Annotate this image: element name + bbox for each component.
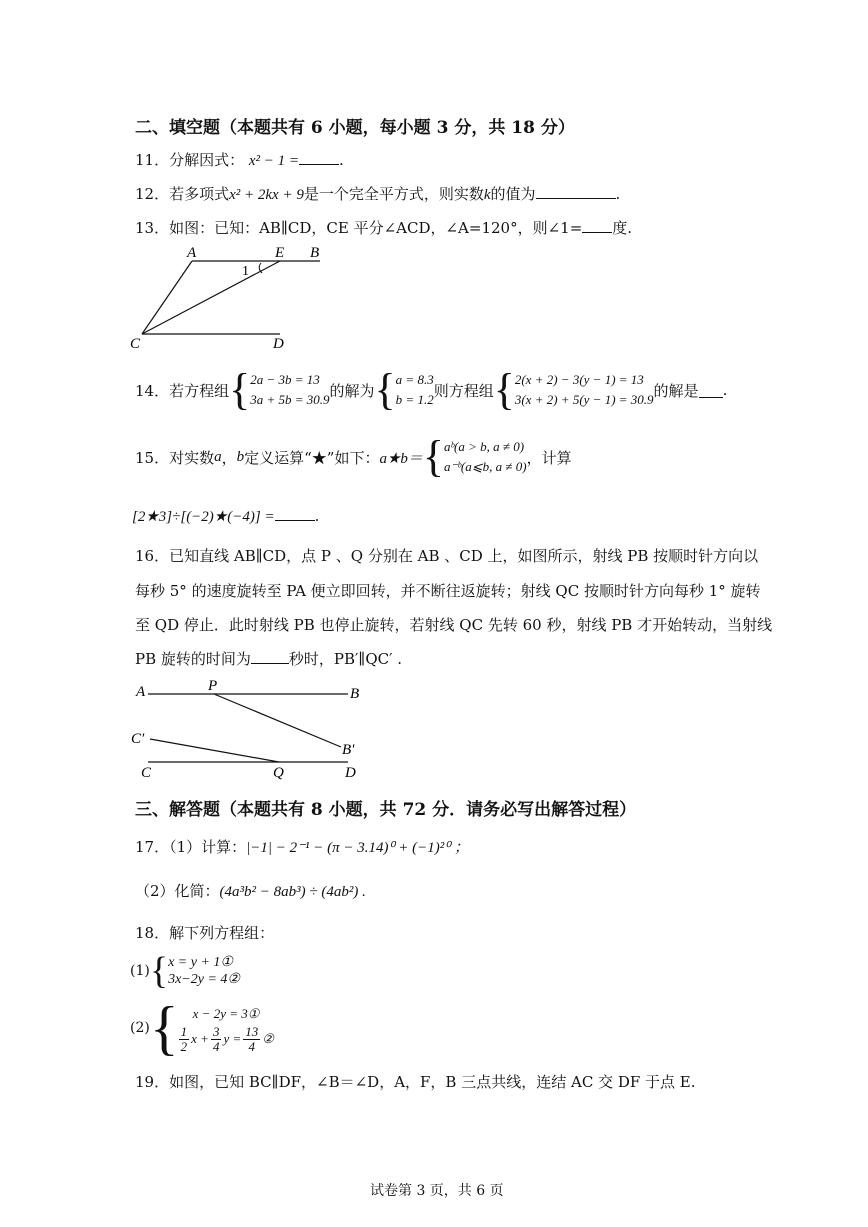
q15-case-1: aᵇ(a > b, a ≠ 0) (444, 439, 525, 454)
q16-last-pre: PB 旋转的时间为 (135, 650, 251, 668)
label-b: B (350, 686, 360, 702)
q12-k: k (483, 187, 491, 203)
q17-p1-expression: |−1| − 2⁻¹ − (π − 3.14)⁰ + (−1)²⁰ ； (246, 840, 470, 856)
page-footer: 试卷第 3 页，共 6 页 (370, 1183, 504, 1199)
q16-line-2: 每秒 5° 的速度旋转至 PA 便立即回转，并不断往返旋转；射线 QC 按顺时针方向每秒 1° 旋转 (135, 582, 761, 600)
q12-pre: 若多项式 (169, 185, 230, 203)
q14-mid1: 的解为 (329, 381, 375, 400)
q15-comma: ， (221, 448, 237, 467)
q15-number: 15． (135, 448, 170, 467)
q13-tail: 度. (612, 219, 633, 237)
label-c-prime: C′ (131, 731, 145, 747)
q15-b: b (236, 448, 245, 465)
q14-solution-1 (396, 370, 434, 410)
q18-p2-eq1: x − 2y = 3① (192, 1005, 260, 1021)
q17-part-2 (135, 880, 366, 901)
q16-answer-blank[interactable] (251, 649, 289, 664)
label-b: B (310, 245, 320, 261)
label-d: D (345, 765, 356, 781)
q14-post: 的解是 (653, 381, 699, 400)
q12-number: 12． (135, 185, 170, 203)
q14-brace-1: { (229, 365, 251, 414)
label-angle-1: 1 (242, 264, 249, 279)
question-15 (135, 434, 572, 480)
q15-brace: { (422, 432, 445, 481)
q12-tail: . (615, 185, 621, 203)
q14-system-1 (250, 370, 329, 410)
label-d: D (273, 336, 284, 352)
label-e: E (275, 245, 285, 261)
q18-part-1 (130, 950, 240, 992)
q17-p1-label: （1）计算： (169, 838, 247, 856)
q18-p2-system (179, 1003, 274, 1053)
q18-header (135, 922, 274, 943)
q15-tail: . (314, 507, 320, 525)
q18-p2-label: (2) (130, 1020, 150, 1036)
q11-tail: . (339, 151, 344, 169)
q14-tail: . (722, 381, 728, 399)
frac-1-num: 1 (180, 1023, 188, 1039)
q18-p1-system (168, 954, 240, 988)
q14-answer-blank[interactable] (699, 383, 723, 398)
q11-expression: x² − 1 = (248, 153, 300, 169)
q11-text: 分解因式： (169, 151, 245, 169)
q14-pre: 若方程组 (169, 381, 230, 400)
q18-frac-3 (243, 1025, 260, 1053)
q18-text: 解下列方程组： (169, 924, 275, 942)
q15-expression: [2★3]÷[(−2)★(−4)] = (132, 509, 275, 525)
question-13 (135, 217, 632, 238)
line-ce (142, 261, 280, 334)
frac-1-den: 2 (180, 1038, 188, 1054)
q11-number: 11． (135, 151, 170, 169)
frac-2-den: 4 (212, 1038, 220, 1054)
figure-13 (125, 240, 340, 355)
q18-number: 18． (135, 924, 170, 942)
label-a: A (187, 245, 197, 261)
q14-brace-3: { (493, 365, 515, 414)
ray-qc-prime (150, 739, 279, 762)
question-14 (135, 367, 727, 413)
q13-answer-blank[interactable] (582, 218, 612, 233)
q15-cases (444, 437, 527, 477)
q18-p2-eq2 (179, 1025, 274, 1053)
label-b-prime: B′ (342, 742, 355, 758)
q18-p1-label: (1) (130, 963, 150, 979)
frac-3-num: 13 (245, 1023, 259, 1039)
q13-number: 13． (135, 219, 170, 237)
q19-number: 19． (135, 1073, 170, 1091)
q14-sys1-eq2: 3a + 5b = 30.9 (250, 392, 330, 407)
q18-p2-mark: ② (262, 1031, 274, 1046)
q15-lhs: a★b＝ (379, 450, 423, 467)
section-2-title: 二、填空题（本题共有 6 小题，每小题 3 分，共 18 分） (135, 118, 575, 138)
q18-p2-brace: { (149, 995, 179, 1061)
q14-sys2-eq1: 2(x + 2) − 3(y − 1) = 13 (514, 372, 644, 387)
q14-sys2-eq2: 3(x + 2) + 5(y − 1) = 30.9 (514, 392, 654, 407)
figure-16 (128, 676, 373, 784)
label-c: C (141, 765, 152, 781)
q16-last-post: 秒时，PB′∥QC′ . (288, 650, 403, 668)
q17-number: 17． (135, 838, 170, 856)
line-ac (142, 261, 192, 334)
q18-p2-mid2: y = (223, 1031, 242, 1046)
q18-p1-eq2: 3x−2y = 4② (168, 972, 240, 987)
frac-2-num: 3 (212, 1023, 220, 1039)
label-c: C (130, 336, 141, 352)
section-3-title: 三、解答题（本题共有 8 小题，共 72 分．请务必写出解答过程） (135, 800, 637, 820)
q18-p1-brace: { (149, 950, 169, 992)
q15-a: a (214, 448, 222, 465)
q14-mid2: 则方程组 (433, 381, 494, 400)
question-12 (135, 183, 620, 204)
q15-case-2: a⁻ᵇ(a⩽b, a ≠ 0) (444, 459, 527, 474)
q18-p2-mid: x + (191, 1031, 209, 1046)
q15-calc: ，计算 (526, 448, 572, 467)
q15-answer-blank[interactable] (275, 506, 315, 521)
q12-expression: x² + 2kx + 9 (229, 187, 304, 203)
q18-part-2 (130, 996, 274, 1060)
q17-p2-expression: (4a³b² − 8ab³) ÷ (4ab²) . (219, 884, 366, 900)
q18-frac-1 (179, 1025, 190, 1053)
q18-frac-2 (211, 1025, 222, 1053)
q14-sol1-a: a = 8.3 (395, 372, 434, 387)
q16-line-3: 至 QD 停止．此时射线 PB 也停止旋转，若射线 QC 先转 60 秒，射线 PB 才开始转动，当射线 (135, 616, 773, 634)
q15-definition: 定义运算“★”如下： (244, 448, 380, 467)
question-19 (135, 1071, 696, 1092)
q12-post: 的值为 (490, 185, 536, 203)
label-a: A (136, 684, 146, 700)
q18-p1-eq1: x = y + 1① (168, 955, 233, 970)
q19-text: 如图，已知 BC∥DF，∠B＝∠D，A，F，B 三点共线，连结 AC 交 DF 于点 E. (169, 1073, 696, 1091)
q12-answer-blank[interactable] (536, 184, 616, 199)
q17-part-1 (135, 836, 469, 857)
q14-number: 14． (135, 381, 170, 400)
q14-sol1-b: b = 1.2 (395, 392, 434, 407)
question-11 (135, 149, 344, 170)
label-q: Q (273, 765, 284, 781)
q15-pre: 对实数 (169, 448, 215, 467)
q15-expression-line (132, 506, 319, 526)
q17-p2-label: （2）化简： (135, 882, 220, 900)
q13-text: 如图：已知：AB∥CD，CE 平分∠ACD，∠A=120°，则∠1= (169, 219, 583, 237)
label-p: P (208, 678, 218, 694)
q14-brace-2: { (374, 365, 396, 414)
q14-sys1-eq1: 2a − 3b = 13 (250, 372, 320, 387)
q16-line-1: 16．已知直线 AB∥CD，点 P 、Q 分别在 AB 、CD 上，如图所示，射线 PB 按顺时针方向以 (135, 547, 759, 565)
q12-mid: 是一个完全平方式，则实数 (303, 185, 484, 203)
ray-pb-prime (214, 694, 341, 747)
q11-answer-blank[interactable] (299, 150, 339, 165)
frac-3-den: 4 (248, 1038, 255, 1054)
q14-system-2 (515, 370, 654, 410)
q16-line-4 (135, 648, 402, 669)
